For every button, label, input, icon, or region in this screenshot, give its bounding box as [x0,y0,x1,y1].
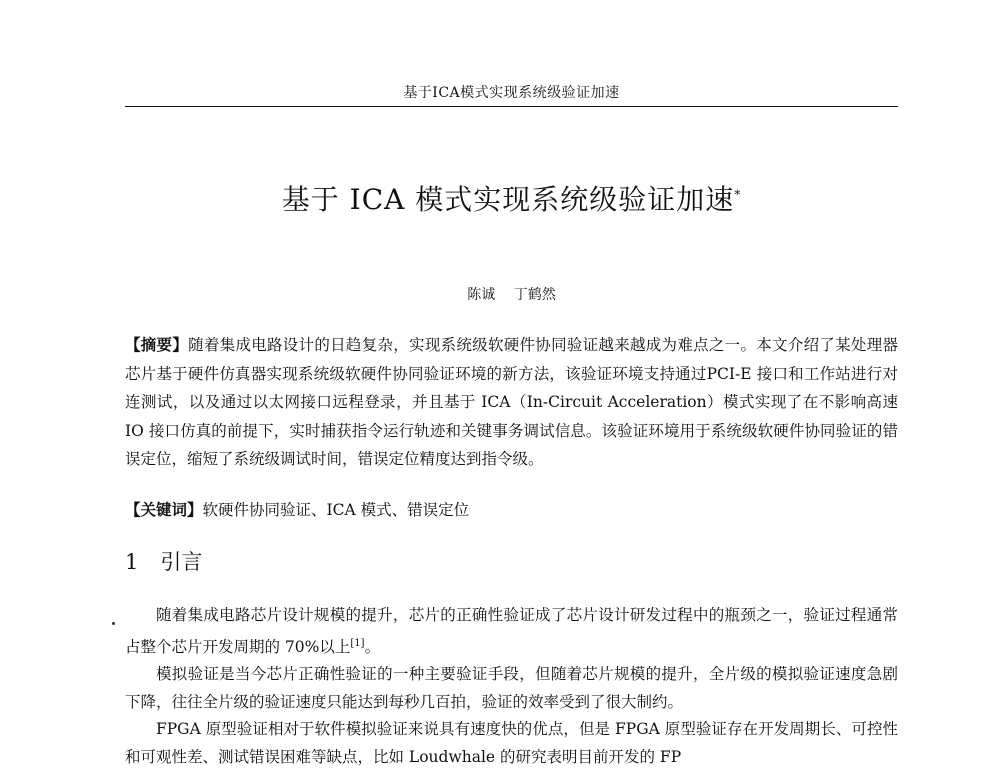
section-number: 1 [125,550,139,574]
paper-title-text: 基于 ICA 模式实现系统级验证加速 [281,183,735,216]
body-paragraph-1-text: 随着集成电路芯片设计规模的提升，芯片的正确性验证成了芯片设计研发过程中的瓶颈之一，验证过程通常占整个芯片开发周期的 70%以上 [125,606,898,656]
section-heading [125,546,202,576]
citation-ref: [1] [350,637,365,649]
title-footnote-mark: * [734,187,742,202]
section-title: 引言 [160,550,203,574]
authors: 陈诚 丁鹤然 [467,287,556,303]
header-rule [125,106,898,107]
body-paragraph-2: 模拟验证是当今芯片正确性验证的一种主要验证手段，但随着芯片规模的提升，全片级的模拟验证速度急剧下降，往往全片级的验证速度只能达到每秒几百拍，验证的效率受到了很大制约。 [125,665,898,711]
body-paragraph-3: FPGA 原型验证相对于软件模拟验证来说具有速度快的优点，但是 FPGA 原型验证存在开发周期长、可控性和可观性差、测试错误困难等缺点，比如 Loudwhale 的研究表明目前开发的 FP [125,720,898,766]
keywords-text: 软硬件协同验证、ICA 模式、错误定位 [202,501,470,519]
margin-dot [112,622,115,625]
body-text [125,602,898,771]
abstract [125,331,898,474]
body-paragraph-1-end: 。 [364,637,381,656]
keywords [125,497,898,523]
abstract-text: 随着集成电路设计的日趋复杂，实现系统级软硬件协同验证越来越成为难点之一。本文介绍了某处理器芯片基于硬件仿真器实现系统级软硬件协同验证环境的新方法，该验证环境支持通过PCI-E 接口和工作站进行对连测试，以及通过以太网接口远程登录，并且基于 ICA（In-Circuit Acceleration）模式实现了在不影响高速 IO 接口仿真的前提下，实时捕获指令运行轨迹和关键事务调试信息。该验证环境用于系统级软硬件协同验证的错误定位，缩短了系统级调试时间，错误定位精度达到指令级。 [125,336,898,469]
abstract-label: 【摘要】 [125,335,189,354]
keywords-label: 【关键词】 [125,500,203,519]
running-header: 基于ICA模式实现系统级验证加速 [403,85,620,101]
paper-title [125,178,898,218]
body-paragraph-1 [125,602,898,661]
